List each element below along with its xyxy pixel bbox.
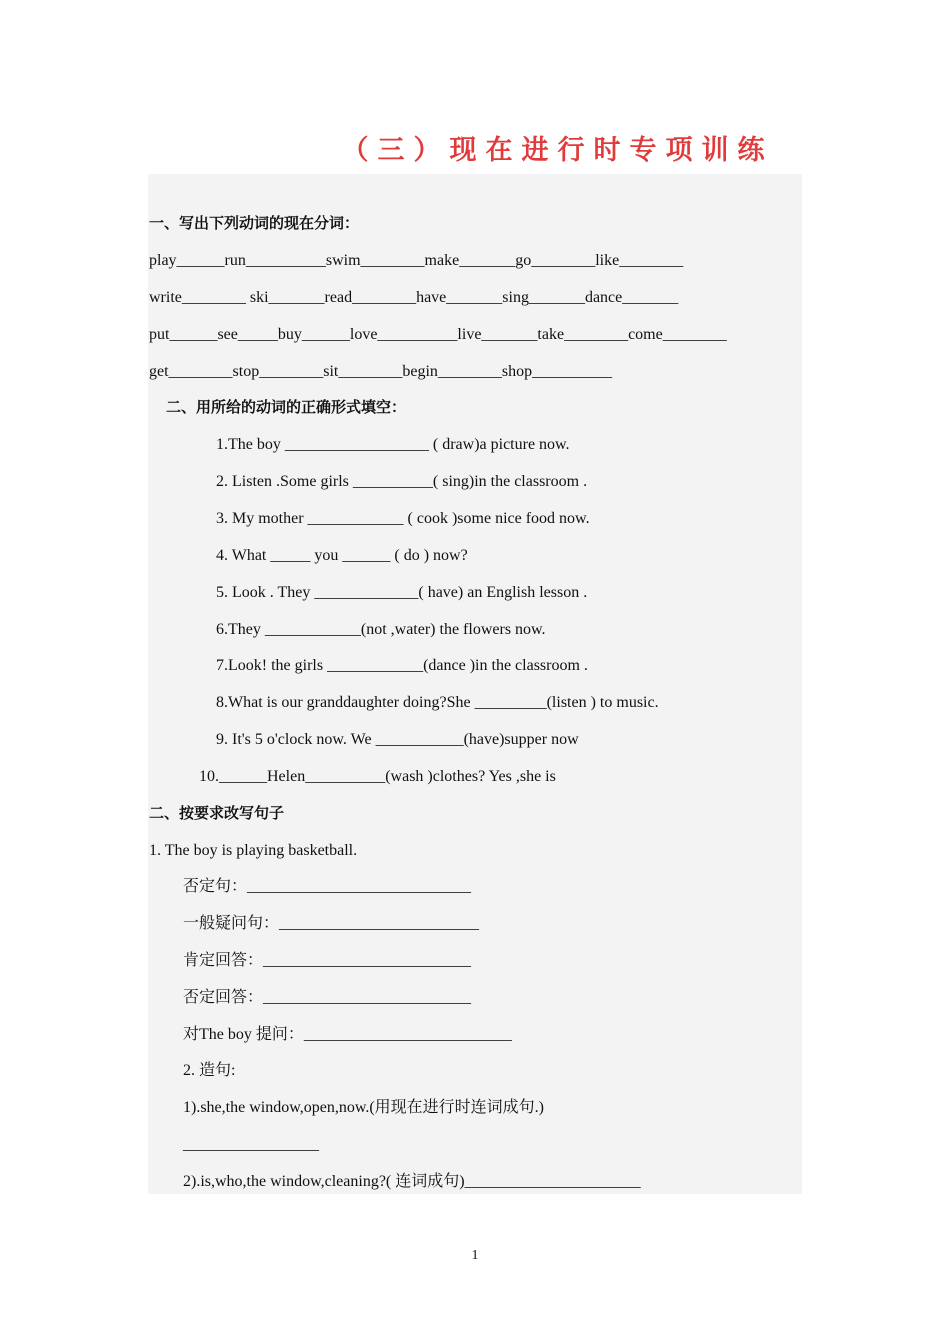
exercise-item: 6.They ____________(not ,water) the flowers now.: [216, 621, 546, 638]
page-number: 1: [471, 1248, 479, 1263]
verb-row: get________stop________sit________begin________shop__________: [149, 363, 613, 380]
general-question-line: 一般疑问句：_________________________: [183, 915, 480, 932]
exercise-item: 3. My mother ____________ ( cook )some nice food now.: [216, 510, 590, 527]
negative-sentence-line: 否定句：____________________________: [183, 878, 472, 895]
make-sentence-item: 2).is,who,the window,cleaning?( 连词成句)______________________: [183, 1173, 641, 1190]
exercise-item: 9. It's 5 o'clock now. We ___________(have)supper now: [216, 731, 579, 748]
exercise-item: 1.The boy __________________ ( draw)a picture now.: [216, 436, 570, 453]
answer-blank: _________________: [183, 1136, 319, 1153]
page-title: （三）现在进行时专项训练: [341, 135, 774, 166]
section3-heading: 二、按要求改写句子: [149, 804, 285, 822]
section2-heading: 二、用所给的动词的正确形式填空：: [166, 398, 407, 416]
verb-row: play______run__________swim________make_______go________like________: [149, 252, 684, 269]
make-sentence-heading: 2. 造句:: [183, 1062, 236, 1079]
negative-answer-line: 否定回答：__________________________: [183, 989, 472, 1006]
verb-row: write________ ski_______read________have_______sing_______dance_______: [149, 289, 679, 306]
exercise-item: 7.Look! the girls ____________(dance )in the classroom .: [216, 657, 588, 674]
section1-heading: 一、写出下列动词的现在分词：: [149, 214, 360, 232]
exercise-item: 8.What is our granddaughter doing?She _________(listen ) to music.: [216, 694, 659, 711]
exercise-item: 4. What _____ you ______ ( do ) now?: [216, 547, 468, 564]
exercise-item: 10.______Helen__________(wash )clothes? Yes ,she is: [199, 768, 556, 785]
positive-answer-line: 肯定回答：__________________________: [183, 952, 472, 969]
rewrite-question: 1. The boy is playing basketball.: [149, 842, 358, 859]
exercise-item: 5. Look . They _____________( have) an English lesson .: [216, 584, 588, 601]
exercise-item: 2. Listen .Some girls __________( sing)in the classroom .: [216, 473, 588, 490]
make-sentence-item: 1).she,the window,open,now.(用现在进行时连词成句.): [183, 1099, 544, 1116]
verb-row: put______see_____buy______love__________live_______take________come________: [149, 326, 727, 343]
ask-about-line: 对The boy 提问：__________________________: [183, 1026, 512, 1043]
